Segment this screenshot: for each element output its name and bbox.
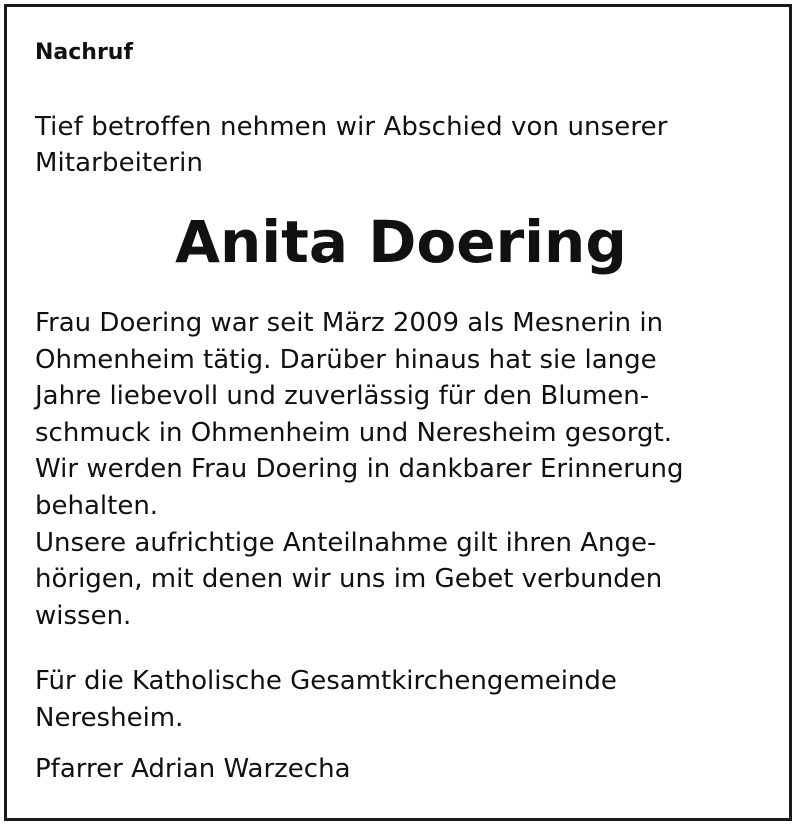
deceased-name: Anita Doering (175, 208, 627, 276)
intro-line: Mitarbeiterin (35, 148, 204, 178)
intro-line: Tief betroffen nehmen wir Abschied von unserer (35, 112, 668, 142)
tribute-line: schmuck in Ohmenheim und Neresheim gesorgt. (35, 417, 673, 448)
tribute-line: wissen. (35, 600, 132, 631)
tribute-line: Ohmenheim tätig. Darüber hinaus hat sie lange (35, 344, 657, 375)
tribute-line: Frau Doering war seit März 2009 als Mesnerin in (35, 308, 664, 338)
sender-line: Für die Katholische Gesamtkirchengemeinde (35, 666, 617, 696)
tribute-line: Wir werden Frau Doering in dankbarer Erinnerung (35, 454, 684, 485)
tribute-line: Unsere aufrichtige Anteilnahme gilt ihren Ange- (35, 527, 657, 558)
tribute-text (35, 305, 775, 634)
signature: Pfarrer Adrian Warzecha (35, 754, 351, 784)
tribute-line: hörigen, mit denen wir uns im Gebet verbunden (35, 564, 663, 595)
sender-block (35, 663, 617, 736)
intro-text (35, 109, 667, 181)
obituary-frame (4, 4, 792, 821)
tribute-line: Jahre liebevoll und zuverlässig für den Blumen- (35, 381, 650, 412)
tribute-line: behalten. (35, 490, 159, 521)
sender-line: Neresheim. (35, 702, 184, 733)
notice-heading: Nachruf (35, 40, 134, 65)
